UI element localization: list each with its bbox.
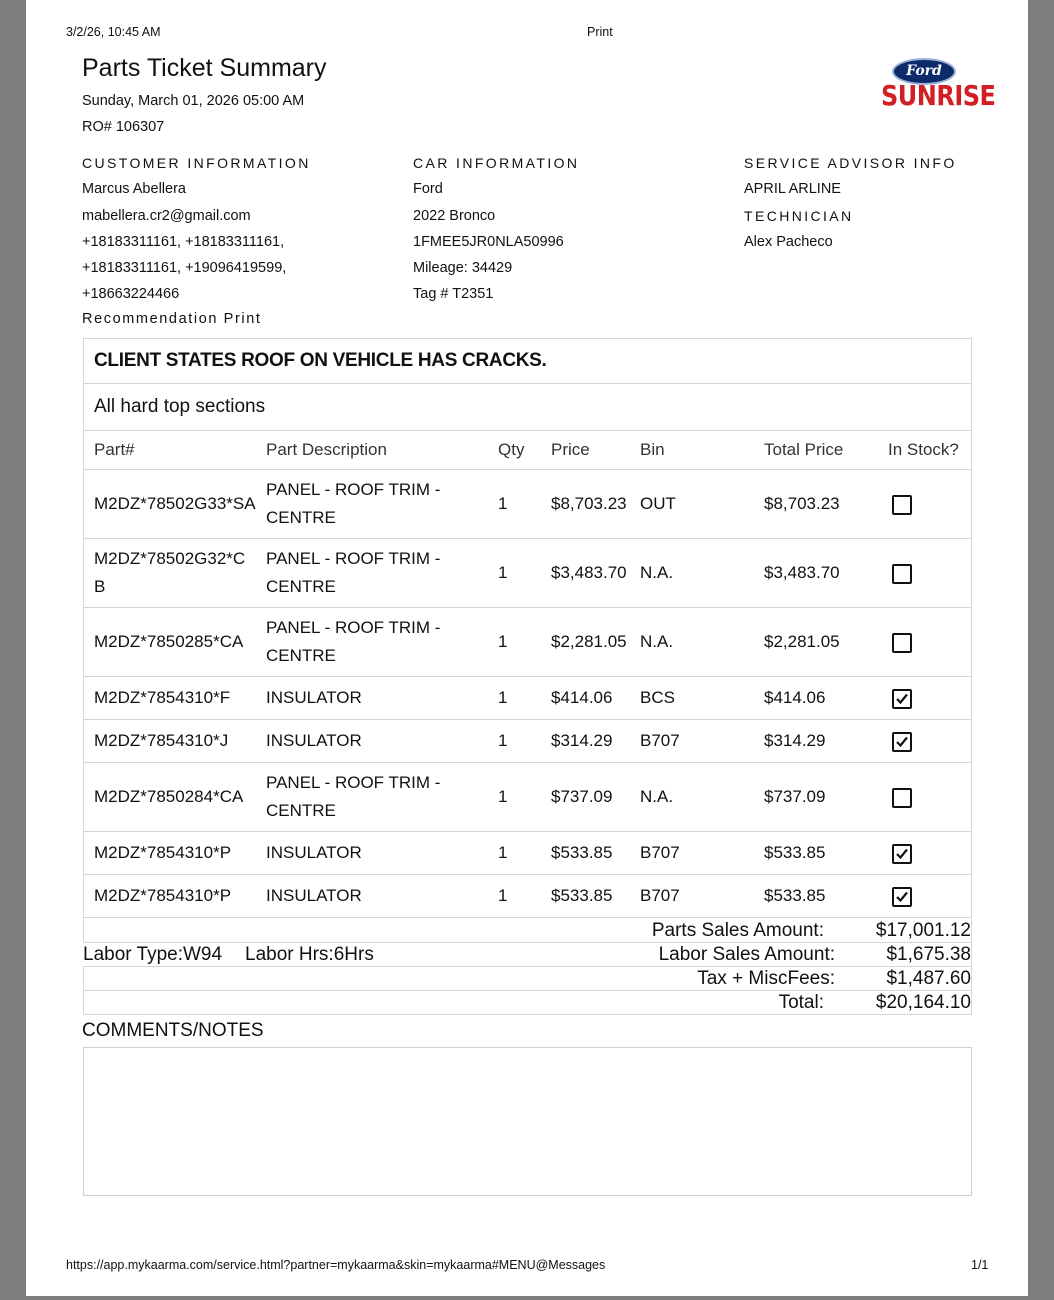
table-row (84, 875, 971, 918)
ford-sunrise-logo (881, 56, 996, 114)
part-price: $737.09 (551, 787, 613, 806)
column-header: In Stock? (888, 431, 971, 470)
part-price: $533.85 (551, 843, 613, 862)
in-stock-checkbox-checked[interactable] (892, 732, 912, 752)
part-description: INSULATOR (266, 843, 362, 862)
part-total-price: $3,483.70 (764, 563, 840, 582)
technician-header: TECHNICIAN (744, 207, 854, 224)
part-description: INSULATOR (266, 688, 362, 707)
in-stock-cell (888, 677, 971, 720)
part-total-price: $533.85 (764, 843, 826, 862)
customer-email: mabellera.cr2@gmail.com (82, 207, 251, 224)
comments-label: COMMENTS/NOTES (82, 1020, 264, 1041)
part-description: INSULATOR (266, 886, 362, 905)
part-total-price: $533.85 (764, 886, 826, 905)
car-model: 2022 Bronco (413, 207, 496, 224)
customer-phones: +18183311161, +18183311161, (82, 233, 285, 250)
parts-sales-label: Parts Sales Amount: (651, 920, 824, 941)
in-stock-cell (888, 875, 971, 918)
parts-sales-value: $17,001.12 (875, 920, 971, 941)
in-stock-cell (888, 539, 971, 608)
column-header: Qty (498, 431, 551, 470)
part-total-price: $737.09 (764, 787, 826, 806)
table-row (84, 763, 971, 832)
part-number: M2DZ*7854310*P (94, 843, 232, 862)
recommendation-subtitle: All hard top sections (84, 384, 971, 431)
table-row (84, 608, 971, 677)
labor-sales-value: $1,675.38 (886, 944, 971, 965)
recommendation-print-label: Recommendation Print (82, 311, 262, 327)
column-header: Part Description (256, 431, 498, 470)
in-stock-checkbox[interactable] (892, 495, 912, 515)
customer-phones: +18183311161, +19096419599, (82, 260, 287, 277)
print-datetime: 3/2/26, 10:45 AM (66, 25, 161, 39)
part-qty: 1 (498, 731, 508, 750)
page-number: 1/1 (971, 1258, 989, 1272)
column-header: Part# (84, 431, 256, 470)
total-row (83, 991, 972, 1015)
in-stock-checkbox-checked[interactable] (892, 844, 912, 864)
part-price: $2,281.05 (551, 632, 627, 651)
part-bin: N.A. (640, 787, 674, 806)
print-url: https://app.mykaarma.com/service.html?partner=mykaarma&skin=mykaarma#MENU@Messages (66, 1258, 606, 1272)
part-price: $8,703.23 (551, 494, 627, 513)
part-price: $414.06 (551, 688, 613, 707)
part-number: M2DZ*7850284*CA (94, 787, 244, 806)
comments-box (83, 1047, 972, 1196)
part-description: PANEL - ROOF TRIM - CENTRE (266, 480, 441, 527)
checkmark-icon (895, 692, 909, 706)
column-header: Bin (640, 431, 764, 470)
part-description: PANEL - ROOF TRIM - CENTRE (266, 773, 441, 820)
part-price: $3,483.70 (551, 563, 627, 582)
car-mileage: Mileage: 34429 (413, 260, 513, 277)
tax-value: $1,487.60 (886, 968, 971, 989)
table-row (84, 677, 971, 720)
in-stock-checkbox-checked[interactable] (892, 887, 912, 907)
tax-row (83, 967, 972, 991)
part-total-price: $414.06 (764, 688, 826, 707)
car-tag: Tag # T2351 (413, 286, 494, 303)
ro-number: RO# 106307 (82, 119, 165, 135)
tax-label: Tax + MiscFees: (697, 968, 835, 989)
in-stock-cell (888, 470, 971, 539)
customer-info-header: CUSTOMER INFORMATION (82, 155, 311, 171)
labor-hours: Labor Hrs:6Hrs (245, 944, 374, 965)
in-stock-cell (888, 720, 971, 763)
customer-information (82, 150, 392, 308)
car-info-header: CAR INFORMATION (413, 155, 580, 171)
technician-name: Alex Pacheco (744, 233, 833, 250)
ford-oval-icon: Ford (892, 58, 956, 85)
part-bin: B707 (640, 731, 680, 750)
customer-phones: +18663224466 (82, 286, 180, 303)
checkmark-icon (895, 847, 909, 861)
labor-sales-label: Labor Sales Amount: (658, 944, 835, 965)
in-stock-cell (888, 763, 971, 832)
part-bin: OUT (640, 494, 676, 513)
in-stock-checkbox[interactable] (892, 564, 912, 584)
part-total-price: $8,703.23 (764, 494, 840, 513)
labor-row (83, 943, 972, 967)
part-description: PANEL - ROOF TRIM - CENTRE (266, 549, 441, 596)
labor-type: Labor Type:W94 (83, 944, 223, 965)
part-qty: 1 (498, 843, 508, 862)
part-bin: B707 (640, 843, 680, 862)
recommendation-title: CLIENT STATES ROOF ON VEHICLE HAS CRACKS. (84, 339, 971, 384)
ticket-date: Sunday, March 01, 2026 05:00 AM (82, 93, 305, 109)
in-stock-checkbox-checked[interactable] (892, 689, 912, 709)
part-number: M2DZ*78502G32*CB (94, 549, 246, 596)
part-bin: N.A. (640, 563, 674, 582)
part-description: PANEL - ROOF TRIM - CENTRE (266, 618, 441, 665)
part-qty: 1 (498, 688, 508, 707)
customer-name: Marcus Abellera (82, 181, 186, 198)
table-row (84, 539, 971, 608)
part-number: M2DZ*7854310*F (94, 688, 231, 707)
part-qty: 1 (498, 787, 508, 806)
part-qty: 1 (498, 494, 508, 513)
advisor-name: APRIL ARLINE (744, 181, 841, 198)
recommendation-box (83, 338, 972, 918)
total-value: $20,164.10 (875, 992, 971, 1013)
column-header: Price (551, 431, 640, 470)
parts-table-body (84, 470, 971, 918)
checkmark-icon (895, 890, 909, 904)
totals-section (83, 919, 972, 1015)
part-bin: BCS (640, 688, 675, 707)
in-stock-checkbox[interactable] (892, 633, 912, 653)
part-number: M2DZ*7854310*P (94, 886, 232, 905)
part-qty: 1 (498, 563, 508, 582)
car-vin: 1FMEE5JR0NLA50996 (413, 233, 564, 250)
car-information (413, 150, 713, 308)
part-bin: N.A. (640, 632, 674, 651)
part-qty: 1 (498, 886, 508, 905)
in-stock-cell (888, 832, 971, 875)
part-price: $533.85 (551, 886, 613, 905)
parts-table-header (84, 431, 971, 470)
print-title: Print (587, 25, 613, 39)
in-stock-checkbox[interactable] (892, 788, 912, 808)
checkmark-icon (895, 735, 909, 749)
table-row (84, 720, 971, 763)
parts-sales-row (83, 919, 972, 943)
part-qty: 1 (498, 632, 508, 651)
part-number: M2DZ*78502G33*SA (94, 494, 256, 513)
car-make: Ford (413, 181, 443, 198)
total-label: Total: (778, 992, 824, 1013)
in-stock-cell (888, 608, 971, 677)
part-number: M2DZ*7850285*CA (94, 632, 244, 651)
advisor-header: SERVICE ADVISOR INFO (744, 155, 957, 171)
part-total-price: $314.29 (764, 731, 826, 750)
page-title: Parts Ticket Summary (82, 54, 327, 82)
part-description: INSULATOR (266, 731, 362, 750)
table-row (84, 470, 971, 539)
dealer-wordmark: SUNRISE (881, 79, 996, 113)
service-advisor-info (744, 150, 1004, 255)
part-bin: B707 (640, 886, 680, 905)
column-header: Total Price (764, 431, 888, 470)
part-number: M2DZ*7854310*J (94, 731, 229, 750)
part-price: $314.29 (551, 731, 613, 750)
table-row (84, 832, 971, 875)
part-total-price: $2,281.05 (764, 632, 840, 651)
print-page (26, 0, 1028, 1296)
parts-table (84, 431, 971, 917)
